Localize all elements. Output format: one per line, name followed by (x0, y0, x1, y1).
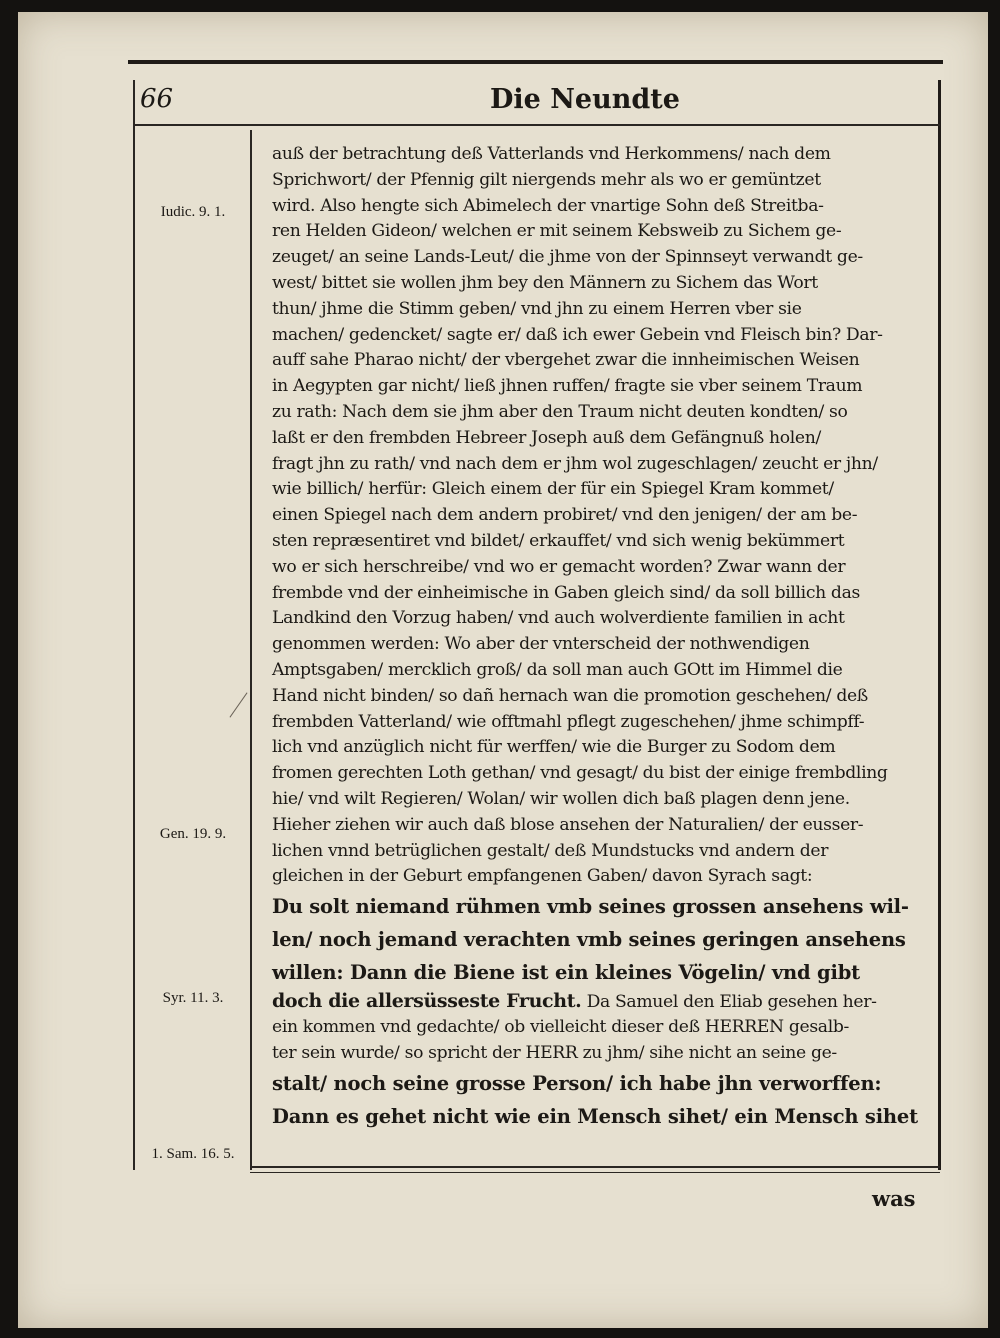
text-line: lich vnd anzüglich nicht für werffen/ wie die Burger zu Sodom dem (272, 737, 836, 758)
top-rule (128, 60, 943, 64)
page-number: 66 (140, 84, 174, 114)
frame-left-rule (133, 80, 135, 1170)
text-line: thun/ jhme die Stimm geben/ vnd jhn zu einem Herren vber sie (272, 298, 802, 319)
text-line: wird. Also hengte sich Abimelech der vnartige Sohn deß Streitba- (272, 195, 824, 216)
quotation-text: doch die allersüsseste Frucht. (272, 990, 582, 1013)
margin-column-rule (250, 130, 252, 1170)
quotation-line: Du solt niemand rühmen vmb seines grossen ansehens wil- (272, 895, 909, 919)
text-line: fromen gerechten Loth gethan/ vnd gesagt/ du bist der einige frembdling (272, 763, 888, 784)
quotation-line (272, 956, 932, 989)
text-line: ein kommen vnd gedachte/ ob vielleicht dieser deß HERREN gesalb- (272, 1016, 849, 1037)
text-line: zu rath: Nach dem sie jhm aber den Traum nicht deuten kondten/ so (272, 401, 848, 422)
text-line: Hand nicht binden/ so dañ hernach wan die promotion geschehen/ deß (272, 685, 868, 706)
text-line: wo er sich herschreibe/ vnd wo er gemacht worden? Zwar wann der (272, 556, 846, 577)
text-line (272, 989, 932, 1015)
text-line: Hieher ziehen wir auch daß blose ansehen der Naturalien/ der eusser- (272, 814, 864, 835)
margin-note-syr: Syr. 11. 3. (162, 990, 224, 1006)
text-line: wie billich/ herfür: Gleich einem der für ein Spiegel Kram kommet/ (272, 479, 834, 500)
body-text-span: Da Samuel den Eliab gesehen her- (586, 992, 877, 1013)
body-text (272, 142, 932, 1133)
text-line: machen/ gedencket/ sagte er/ daß ich ewer Gebein vnd Fleisch bin? Dar- (272, 324, 883, 345)
text-line: fragt jhn zu rath/ vnd nach dem er jhm wol zugeschlagen/ zeucht er jhn/ (272, 453, 878, 474)
quotation-text: willen: Dann die Biene ist ein kleines Vögelin/ vnd gibt (272, 961, 860, 985)
text-line: zeuget/ an seine Lands-Leut/ die jhme von der Spinnseyt verwandt ge- (272, 247, 863, 268)
text-line: hie/ vnd wilt Regieren/ Wolan/ wir wollen dich baß plagen denn jene. (272, 788, 850, 809)
running-head: Die Neundte (490, 84, 680, 115)
text-line: ren Helden Gideon/ welchen er mit seinem Kebsweib zu Sichem ge- (272, 221, 842, 242)
text-line: ter sein wurde/ so spricht der HERR zu jhm/ sihe nicht an seine ge- (272, 1042, 837, 1063)
text-line: auß der betrachtung deß Vatterlands vnd Herkommens/ nach dem (272, 144, 831, 164)
quotation-line: len/ noch jemand verachten vmb seines geringen ansehens (272, 928, 906, 952)
text-line: auff sahe Pharao nicht/ der vbergehet zwar die innheimischen Weisen (272, 350, 860, 371)
bottom-rule-thin (250, 1172, 940, 1173)
text-line: laßt er den frembden Hebreer Joseph auß dem Gefängnuß holen/ (272, 427, 821, 448)
margin-note-gen: Gen. 19. 9. (159, 826, 227, 842)
margin-note-iudic: Iudic. 9. 1. (160, 204, 226, 220)
text-line: in Aegypten gar nicht/ ließ jhnen ruffen/ fragte sie vber seinem Traum (272, 376, 863, 397)
quotation-line: Dann es gehet nicht wie ein Mensch sihet/ ein Mensch sihet (272, 1104, 918, 1128)
margin-note-sam: 1. Sam. 16. 5. (151, 1146, 235, 1162)
text-line: frembde vnd der einheimische in Gaben gleich sind/ da soll billich das (272, 582, 860, 603)
text-line: frembden Vatterland/ wie offtmahl pflegt zugeschehen/ jhme schimpff- (272, 711, 865, 732)
text-line: Landkind den Vorzug haben/ vnd auch wolverdiente familien in acht (272, 608, 845, 629)
text-line: Sprichwort/ der Pfennig gilt niergends mehr als wo er gemüntzet (272, 169, 821, 190)
text-line: gleichen in der Geburt empfangenen Gaben/ davon Syrach sagt: (272, 866, 813, 887)
bottom-rule (250, 1166, 940, 1168)
header-rule (135, 124, 940, 126)
text-line: west/ bittet sie wollen jhm bey den Männern zu Sichem das Wort (272, 272, 818, 293)
text-line: Amptsgaben/ mercklich groß/ da soll man auch GOtt im Himmel die (272, 659, 843, 680)
text-line: lichen vnnd betrüglichen gestalt/ deß Mundstucks vnd andern der (272, 840, 829, 861)
text-line: einen Spiegel nach dem andern probiret/ vnd den jenigen/ der am be- (272, 505, 858, 526)
text-line: sten repræsentiret vnd bildet/ erkauffet/ vnd sich wenig bekümmert (272, 530, 845, 551)
quotation-line: stalt/ noch seine grosse Person/ ich habe jhn verworffen: (272, 1071, 882, 1095)
catchword: was (872, 1186, 916, 1211)
frame-right-rule (938, 80, 941, 1170)
text-line: genommen werden: Wo aber der vnterscheid der nothwendigen (272, 634, 810, 655)
